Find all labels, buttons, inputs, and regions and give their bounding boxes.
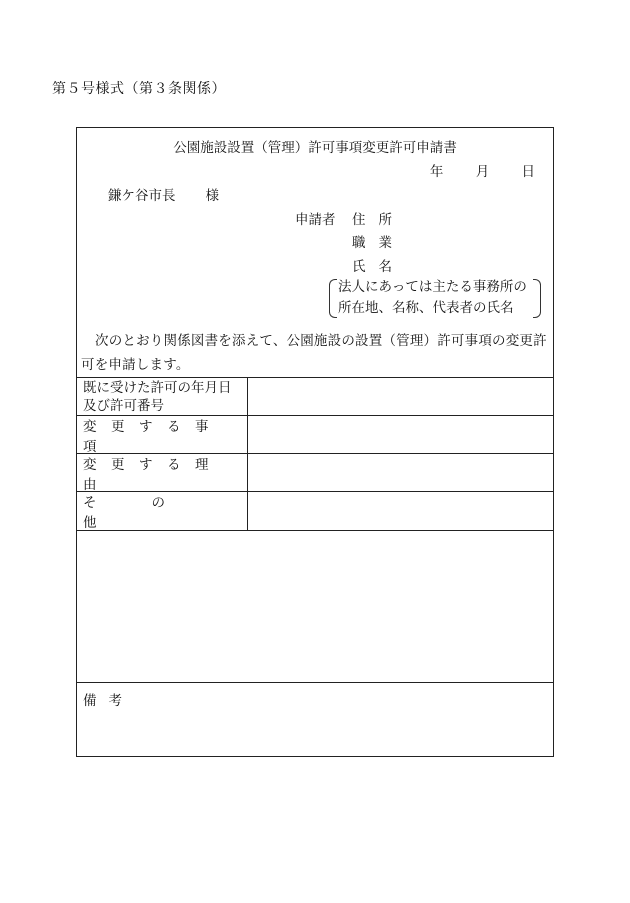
change-reason-field[interactable] [248, 454, 553, 491]
row-label-change-reason [77, 454, 248, 491]
left-brace-icon [329, 279, 337, 318]
remarks-section[interactable] [77, 682, 553, 758]
addressee-name: 鎌ケ谷市長 [108, 188, 176, 204]
row-label-text: 既に受けた許可の年月日及び許可番号 [83, 379, 232, 414]
application-statement: 次のとおり関係図書を添えて、公園施設の設置（管理）許可事項の変更許可を申請します。 [81, 333, 547, 373]
date-month: 月 [475, 164, 490, 180]
application-form [76, 127, 554, 757]
change-items-field[interactable] [248, 416, 553, 453]
corporation-note [329, 277, 541, 319]
date-year: 年 [429, 164, 444, 180]
row-label-text [83, 415, 241, 455]
date-day: 日 [521, 164, 535, 180]
table-row [77, 453, 553, 491]
applicant-name-field[interactable]: 氏名 [352, 259, 405, 275]
corporation-note-line-2: 所在地、名称、代表者の氏名 [338, 300, 514, 316]
free-entry-area[interactable] [77, 530, 553, 682]
date-line[interactable] [430, 160, 535, 180]
row-label-previous-permit [77, 378, 248, 415]
row-label-text: 変更する理由 [83, 456, 223, 493]
table-row [77, 377, 553, 415]
addressee-honorific: 様 [205, 188, 219, 204]
row-label-text: 変更する事項 [83, 418, 223, 455]
form-title: 公園施設設置（管理）許可事項変更許可申請書 [173, 140, 457, 156]
previous-permit-field[interactable] [248, 378, 553, 415]
row-label-other [77, 492, 248, 530]
table-row [77, 491, 553, 530]
applicant-occupation-field[interactable]: 職業 [352, 235, 405, 251]
row-label-change-items [77, 416, 248, 453]
addressee [108, 184, 219, 204]
row-label-text: その他 [83, 495, 220, 531]
row-label-text [83, 453, 241, 493]
form-number: 第５号様式（第３条関係） [52, 81, 226, 97]
row-label-text [83, 491, 241, 531]
remarks-label: 備考 [83, 693, 134, 709]
other-field[interactable] [248, 492, 553, 530]
table-row [77, 415, 553, 453]
right-brace-icon [533, 279, 541, 318]
applicant-address-field[interactable]: 住所 [352, 212, 405, 228]
corporation-note-line-1: 法人にあっては主たる事務所の [338, 279, 527, 295]
applicant-label: 申請者 [295, 212, 336, 228]
